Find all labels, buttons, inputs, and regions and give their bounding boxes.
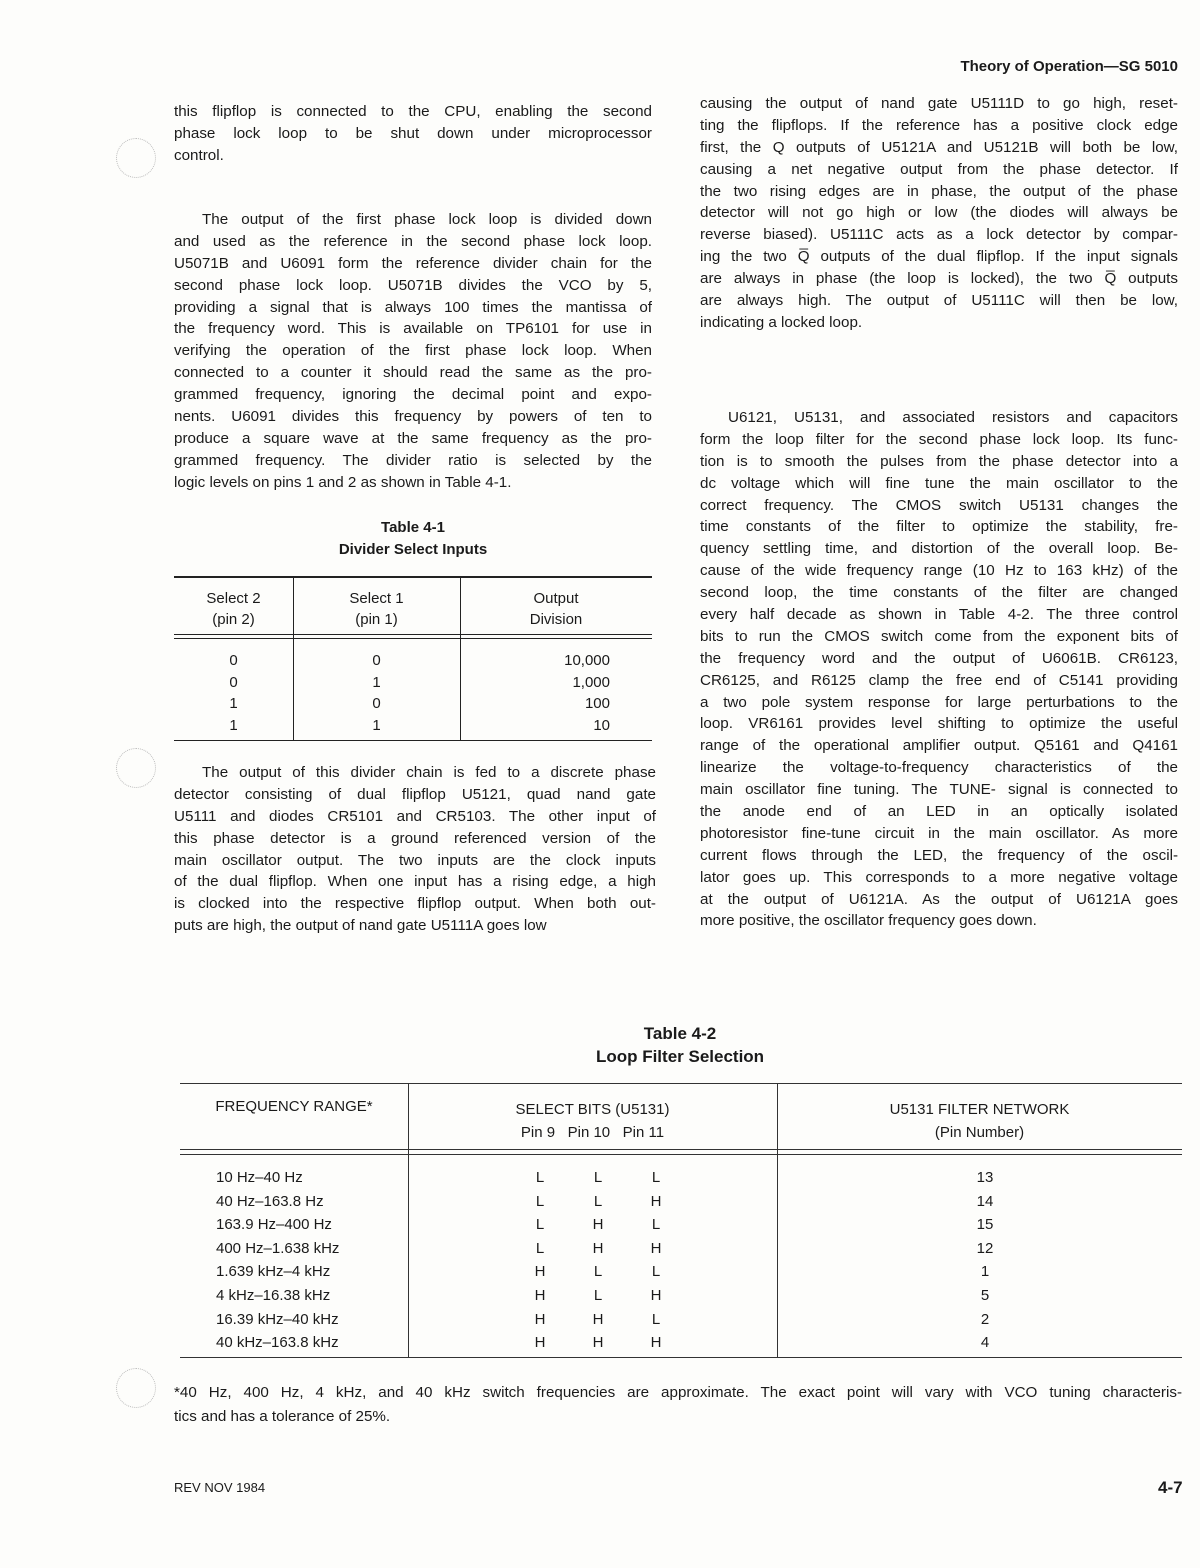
text-line: The output of this divider chain is fed to a discrete phase bbox=[202, 764, 656, 781]
table1-cell: 1 bbox=[372, 673, 381, 691]
text-line: bits to run the CMOS switch come from the exponent bits of bbox=[700, 627, 1178, 645]
left-paragraph-1 bbox=[174, 101, 652, 167]
table1-cell: 0 bbox=[229, 673, 238, 691]
table1-header-select2: Select 2 (pin 2) bbox=[206, 590, 261, 628]
text-line: second loop, the time constants of the filter are changed bbox=[700, 584, 1178, 602]
text-line: U5111 and diodes CR5101 and CR5103. The other input of bbox=[174, 807, 656, 825]
text-line: at the output of U6121A. As the output of U6121A goes bbox=[700, 890, 1178, 908]
text-line: U5071B and U6091 form the reference divider chain for the bbox=[174, 254, 652, 272]
text-line: this phase detector is a ground referenced version of the bbox=[174, 829, 656, 847]
table1-title bbox=[174, 517, 652, 561]
table2-caption: Loop Filter Selection bbox=[595, 1047, 765, 1066]
table2-cell: H bbox=[650, 1334, 662, 1352]
table2-cell: H bbox=[592, 1334, 604, 1352]
text-line: produce a square wave at the same frequency as the pro- bbox=[174, 429, 652, 447]
page-number: 4-7 bbox=[1158, 1478, 1183, 1497]
text-line: The output of the first phase lock loop is divided down bbox=[202, 211, 652, 228]
punch-hole bbox=[116, 1368, 156, 1408]
right-paragraph-1 bbox=[700, 93, 1178, 334]
table2-cell: H bbox=[650, 1287, 662, 1304]
text-line: photoresistor fine-tune circuit in the main oscillator. As more bbox=[700, 824, 1178, 842]
table1 bbox=[174, 576, 652, 741]
left-paragraph-2 bbox=[174, 209, 652, 494]
table1-cell: 1 bbox=[372, 716, 381, 734]
text-line: causing the output of nand gate U5111D to go high, reset- bbox=[700, 95, 1178, 112]
table2-cell: 400 Hz–1.638 kHz bbox=[216, 1239, 340, 1257]
revision-date: REV NOV 1984 bbox=[174, 1480, 266, 1495]
table2-header-bits: SELECT BITS (U5131) Pin 9 Pin 10 Pin 11 bbox=[515, 1101, 670, 1141]
table1-cell: 0 bbox=[372, 695, 381, 713]
table2-header-network: U5131 FILTER NETWORK (Pin Number) bbox=[889, 1101, 1070, 1141]
table2-bottom-rule bbox=[180, 1357, 1182, 1358]
table2-cell: H bbox=[592, 1239, 604, 1257]
text-line: are always in phase (the loop is locked), the two Q̅ outputs bbox=[700, 270, 1178, 288]
text-line: and used as the reference in the second phase lock loop. bbox=[174, 232, 652, 250]
text-line: ing the two Q̅ outputs of the dual flipflop. If the input signals bbox=[700, 248, 1178, 266]
footnote-line: *40 Hz, 400 Hz, 4 kHz, and 40 kHz switch frequencies are approximate. The exact point will vary with VCO tuning characteris- bbox=[174, 1384, 1182, 1401]
text-line: providing a signal that is always 100 times the mantissa of bbox=[174, 298, 652, 316]
text-line: the frequency word. This is available on TP6101 for use in bbox=[174, 320, 652, 338]
text-line: time constants of the filter to optimize the stability, fre- bbox=[700, 518, 1178, 536]
text-line: correct frequency. The CMOS switch U5131 changes the bbox=[700, 496, 1178, 514]
text-line: second phase lock loop. U5071B divides the VCO by 5, bbox=[174, 276, 652, 294]
table2-title bbox=[480, 1022, 880, 1068]
text-line: current flows through the LED, the frequency of the oscil- bbox=[700, 846, 1178, 864]
text-line: range of the operational amplifier output. Q5161 and Q4161 bbox=[700, 737, 1178, 755]
text-line: this flipflop is connected to the CPU, enabling the second bbox=[174, 103, 652, 120]
text-line: cause of the wide frequency range (10 Hz to 163 kHz) of the bbox=[700, 562, 1178, 580]
text-line: logic levels on pins 1 and 2 as shown in Table 4-1. bbox=[174, 473, 512, 491]
table2-cell: L bbox=[535, 1216, 545, 1234]
table2-cell: L bbox=[593, 1192, 603, 1210]
table2-cell: H bbox=[592, 1216, 604, 1234]
table2-cell: L bbox=[651, 1169, 661, 1186]
text-line: control. bbox=[174, 146, 224, 164]
table2-cell: L bbox=[651, 1216, 661, 1234]
text-line: loop. VR6161 provides level shifting to optimize the useful bbox=[700, 715, 1178, 733]
running-header: Theory of Operation—SG 5010 bbox=[960, 58, 1178, 75]
table2-cell: 2 bbox=[980, 1310, 990, 1328]
text-line: form the loop filter for the second phase lock loop. Its func- bbox=[700, 430, 1178, 448]
text-line: of the dual flipflop. When one input has a rising edge, a high bbox=[174, 873, 656, 891]
text-line: main oscillator output. The two inputs are the clock inputs bbox=[174, 851, 656, 869]
table1-header-output: Output Division bbox=[529, 590, 583, 628]
table2-cell: H bbox=[534, 1334, 546, 1352]
table1-number: Table 4-1 bbox=[381, 519, 445, 536]
table2-cell: H bbox=[592, 1310, 604, 1328]
text-line: nents. U6091 divides this frequency by powers of ten to bbox=[174, 408, 652, 426]
table2-cell: 10 Hz–40 Hz bbox=[216, 1169, 303, 1186]
table2-cell: L bbox=[651, 1310, 661, 1328]
table2-header-range: FREQUENCY RANGE* bbox=[215, 1098, 373, 1115]
text-line: U6121, U5131, and associated resistors and capacitors bbox=[728, 409, 1178, 426]
table2-cell: 13 bbox=[976, 1169, 994, 1186]
table2-cell: L bbox=[593, 1263, 603, 1281]
table2-cell: L bbox=[535, 1239, 545, 1257]
table1-cell: 10,000 bbox=[564, 652, 610, 669]
punch-hole bbox=[116, 138, 156, 178]
text-line: causing a net negative output from the phase detector. If bbox=[700, 160, 1178, 178]
table2-cell: L bbox=[535, 1169, 545, 1186]
table2-cell: H bbox=[534, 1263, 546, 1281]
table1-cell: 0 bbox=[229, 652, 238, 669]
table1-cell: 10 bbox=[593, 716, 610, 734]
table2-top-rule bbox=[180, 1083, 1182, 1084]
table2 bbox=[180, 1083, 1182, 1358]
table2-cell: 12 bbox=[976, 1239, 994, 1257]
table2-cell: L bbox=[593, 1169, 603, 1186]
punch-hole bbox=[116, 748, 156, 788]
table1-header-rule bbox=[174, 634, 652, 639]
text-line: tion is to smooth the pulses from the phase detector into a bbox=[700, 452, 1178, 470]
table2-header-rule bbox=[180, 1149, 1182, 1155]
table2-cell: 16.39 kHz–40 kHz bbox=[216, 1310, 339, 1328]
text-line: detector will not go high or low (the diodes will always be bbox=[700, 204, 1178, 222]
text-line: detector consisting of dual flipflop U5121, quad nand gate bbox=[174, 785, 656, 803]
text-line: a two pole system response for large perturbations to the bbox=[700, 693, 1178, 711]
table2-cell: 40 Hz–163.8 Hz bbox=[216, 1192, 324, 1210]
table1-cell: 1,000 bbox=[572, 673, 610, 691]
table1-header-select1: Select 1 (pin 1) bbox=[349, 590, 404, 628]
text-line: reverse biased). U5111C acts as a lock detector by compar- bbox=[700, 226, 1178, 244]
table1-cell: 1 bbox=[229, 695, 238, 713]
text-line: first, the Q outputs of U5121A and U5121B will both be low, bbox=[700, 138, 1178, 156]
text-line: more positive, the oscillator frequency goes down. bbox=[700, 912, 1037, 930]
table2-cell: 1.639 kHz–4 kHz bbox=[216, 1263, 331, 1281]
text-line: CR6125, and R6125 clamp the free end of C5141 providing bbox=[700, 671, 1178, 689]
text-line: linearize the voltage-to-frequency characteristics of the bbox=[700, 759, 1178, 777]
text-line: puts are high, the output of nand gate U5111A goes low bbox=[174, 917, 547, 935]
right-paragraph-2 bbox=[700, 407, 1178, 932]
text-line: the two rising edges are in phase, the output of the phase bbox=[700, 182, 1178, 200]
text-line: verifying the operation of the first phase lock loop. When bbox=[174, 342, 652, 360]
text-line: is clocked into the respective flipflop output. When both out- bbox=[174, 895, 656, 913]
table2-cell: H bbox=[650, 1192, 662, 1210]
table1-cell: 0 bbox=[372, 652, 381, 669]
text-line: grammed frequency. The divider ratio is selected by the bbox=[174, 451, 652, 469]
footnote-line: tics and has a tolerance of 25%. bbox=[174, 1408, 391, 1425]
table2-number: Table 4-2 bbox=[643, 1024, 717, 1043]
table2-cell: 14 bbox=[976, 1192, 994, 1210]
table1-top-rule bbox=[174, 576, 652, 578]
table2-cell: 1 bbox=[980, 1263, 990, 1281]
text-line: phase lock loop to be shut down under microprocessor bbox=[174, 124, 652, 142]
text-line: dc voltage which will fine tune the main oscillator to the bbox=[700, 474, 1178, 492]
left-paragraph-3 bbox=[174, 762, 656, 937]
text-line: lator goes up. This corresponds to a more negative voltage bbox=[700, 868, 1178, 886]
table2-cell: 40 kHz–163.8 kHz bbox=[216, 1334, 339, 1352]
table1-cell: 100 bbox=[584, 695, 610, 713]
table1-bottom-rule bbox=[174, 740, 652, 741]
table2-cell: H bbox=[650, 1239, 662, 1257]
table2-cell: L bbox=[535, 1192, 545, 1210]
text-line: main oscillator fine tuning. The TUNE- signal is connected to bbox=[700, 781, 1178, 799]
text-line: grammed frequency, ignoring the decimal point and expo- bbox=[174, 386, 652, 404]
table2-cell: L bbox=[593, 1287, 603, 1304]
text-line: the anode end of an LED in an optically isolated bbox=[700, 803, 1178, 821]
table2-footnote bbox=[174, 1381, 1182, 1429]
text-line: connected to a counter it should read the same as the pro- bbox=[174, 364, 652, 382]
table2-cell: H bbox=[534, 1310, 546, 1328]
table2-cell: 163.9 Hz–400 Hz bbox=[216, 1216, 332, 1234]
table2-cell: 4 bbox=[980, 1334, 990, 1352]
table2-cell: 5 bbox=[980, 1287, 990, 1304]
text-line: quency settling time, and distortion of the overall loop. Be- bbox=[700, 540, 1178, 558]
table2-cell: 4 kHz–16.38 kHz bbox=[216, 1287, 331, 1304]
table1-cell: 1 bbox=[229, 716, 238, 734]
table1-caption: Divider Select Inputs bbox=[338, 541, 488, 558]
text-line: indicating a locked loop. bbox=[700, 313, 863, 331]
text-line: every half decade as shown in Table 4-2. The three control bbox=[700, 606, 1178, 624]
text-line: the frequency word and the output of U6061B. CR6123, bbox=[700, 649, 1178, 667]
table2-cell: L bbox=[651, 1263, 661, 1281]
table2-cell: 15 bbox=[976, 1216, 994, 1234]
table2-cell: H bbox=[534, 1287, 546, 1304]
text-line: are always high. The output of U5111C will then be low, bbox=[700, 292, 1178, 310]
text-line: ting the flipflops. If the reference has a positive clock edge bbox=[700, 116, 1178, 134]
